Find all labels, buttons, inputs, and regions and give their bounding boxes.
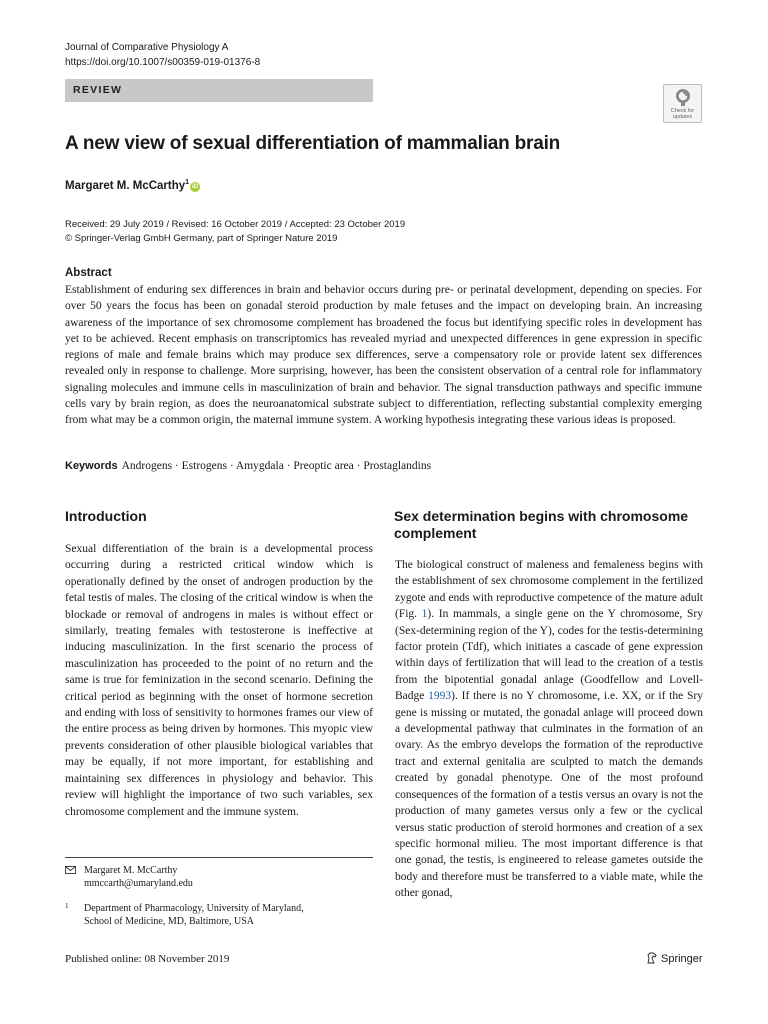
body-text-part: ). If there is no Y chromosome, i.e. XX, or if the Sry gene is missing or mutated, the gonadal anlage will proceed down a developmental pathway that culminates in the formation of an ovary. As the embryo develops the formation of the reproductive tract and external genitalia are sculpted to match the demands created by gonadal phenotype. One of the most profound consequences of the formation of a testis versus an ovary is not the production of many gametes versus only a few or the cyclical versus static production of steroid hormones and creation of a sex specific hormonal milieu. The most important difference is that one gonad, the testis, is engineered to release gametes outside the body and therefore must be transferred to a viable mate, while the other gonad, [395,690,703,900]
corresponding-author-name: Margaret M. McCarthy [84,865,178,876]
keywords-list: Androgens · Estrogens · Amygdala · Preoptic area · Prostaglandins [121,460,432,472]
publisher-name: Springer [661,953,703,965]
citation-link[interactable]: 1993 [428,690,452,703]
article-title: A new view of sexual differentiation of mammalian brain [65,133,561,154]
publisher-logo [646,952,703,965]
abstract-text: Establishment of enduring sex differences in brain and behavior occurs during pre- or perinatal development, depending on species. For over 50 years the focus has been on gonadal steroid production by male fetuses and the impact on developing brain. An increasing awareness of the importance of sex chromosome complement has broadened the focus but identifying specific roles in development has yet to be achieved. Recent emphasis on transcriptomics has revealed myriad and unexpected differences in gene expression in specific regions of male and female brains which may produce sex differences, serve a compensatory role or provide latent sex differences revealed only in response to challenge. More surprising, however, has been the consistent observation of a central role for inflammatory signaling molecules and immune cells in masculinization of brain and behavior. The signal transduction pathways and specific immune cells vary by brain region, as does the neuroanatomical substrate subject to differentiation, reflecting substantial complexity emerging from what may be a common origin, the maternal immune system. A working hypothesis integrating these various ideas is proposed. [65,284,702,427]
published-date: Published online: 08 November 2019 [65,953,230,965]
article-type-bar [65,79,373,102]
keywords-label: Keywords [65,460,118,472]
keywords-line [65,460,431,472]
introduction-text: Sexual differentiation of the brain is a developmental process occurring during a restricted critical window which is operationally defined by the onset of androgen production by the fetal testis of males. The closing of the critical window is when the blockade or removal of androgens in males is without effect or similarly, treating females with testosterone is ineffective at inducing masculinization. In the first scenario the process of masculinization has proceeded to the point of no return and the same is true for feminization in the second scenario. Defining the critical period as beginning with the onset of hormone secretion and ending with loss of sensitivity to hormones frames our view of the entire process as being driven by hormones. This myopic view prevents consideration of other plausible biological variables that may be equally, if not more important, for establishing and maintaining sex differences in physiology and behavior. This review will highlight the importance of two such variables, sex chromosome complement and the immune system. [65,543,373,818]
footnote-divider [65,857,373,858]
affiliation-line: School of Medicine, MD, Baltimore, USA [84,916,254,927]
figure-reference-link[interactable]: 1 [421,608,428,621]
affiliation-line: Department of Pharmacology, University of Maryland, [84,903,304,914]
check-updates-icon [675,88,691,106]
body-text-part: The biological construct of maleness and femaleness begins with the establishment of sex chromosome complement in the fertilized zygote and ends with reproductive competence of the mature adult (Fig. [395,559,703,621]
article-dates [65,218,405,246]
springer-horse-icon [646,952,658,964]
section-heading-sex-determination: Sex determination begins with chromosome complement [394,508,689,541]
affiliation-mark: 1 [185,179,190,186]
sex-determination-text [395,557,703,902]
check-updates-label: Check for updates [670,108,695,120]
copyright: © Springer-Verlag GmbH Germany, part of Springer Nature 2019 [65,233,338,244]
author-name[interactable]: Margaret M. McCarthy [65,179,186,192]
doi-link[interactable]: https://doi.org/10.1007/s00359-019-01376-8 [65,57,261,68]
introduction-heading: Introduction [65,508,147,524]
orcid-icon[interactable]: iD [192,183,199,190]
author-line [65,179,200,192]
body-text-part: ). In mammals, a single gene on the Y chromosome, Sry (Sex-determining region of the Y), codes for the testis-determining factor protein (Tdf), which initiates a cascade of gene expression within days of fertilization that will lead to the creation of a testis from the bipotential gonadal anlage (Goodfellow and Lovell-Badge [395,608,703,703]
journal-name: Journal of Comparative Physiology A [65,42,229,53]
check-for-updates-badge[interactable] [663,84,702,123]
article-history: Received: 29 July 2019 / Revised: 16 October 2019 / Accepted: 23 October 2019 [65,219,406,230]
abstract-heading: Abstract [65,267,112,279]
envelope-icon [65,866,76,874]
affiliation-number: 1 [65,902,69,910]
email-link[interactable]: mmccarth@umaryland.edu [84,878,193,889]
journal-header [65,40,260,70]
article-type-label: REVIEW [73,84,123,96]
